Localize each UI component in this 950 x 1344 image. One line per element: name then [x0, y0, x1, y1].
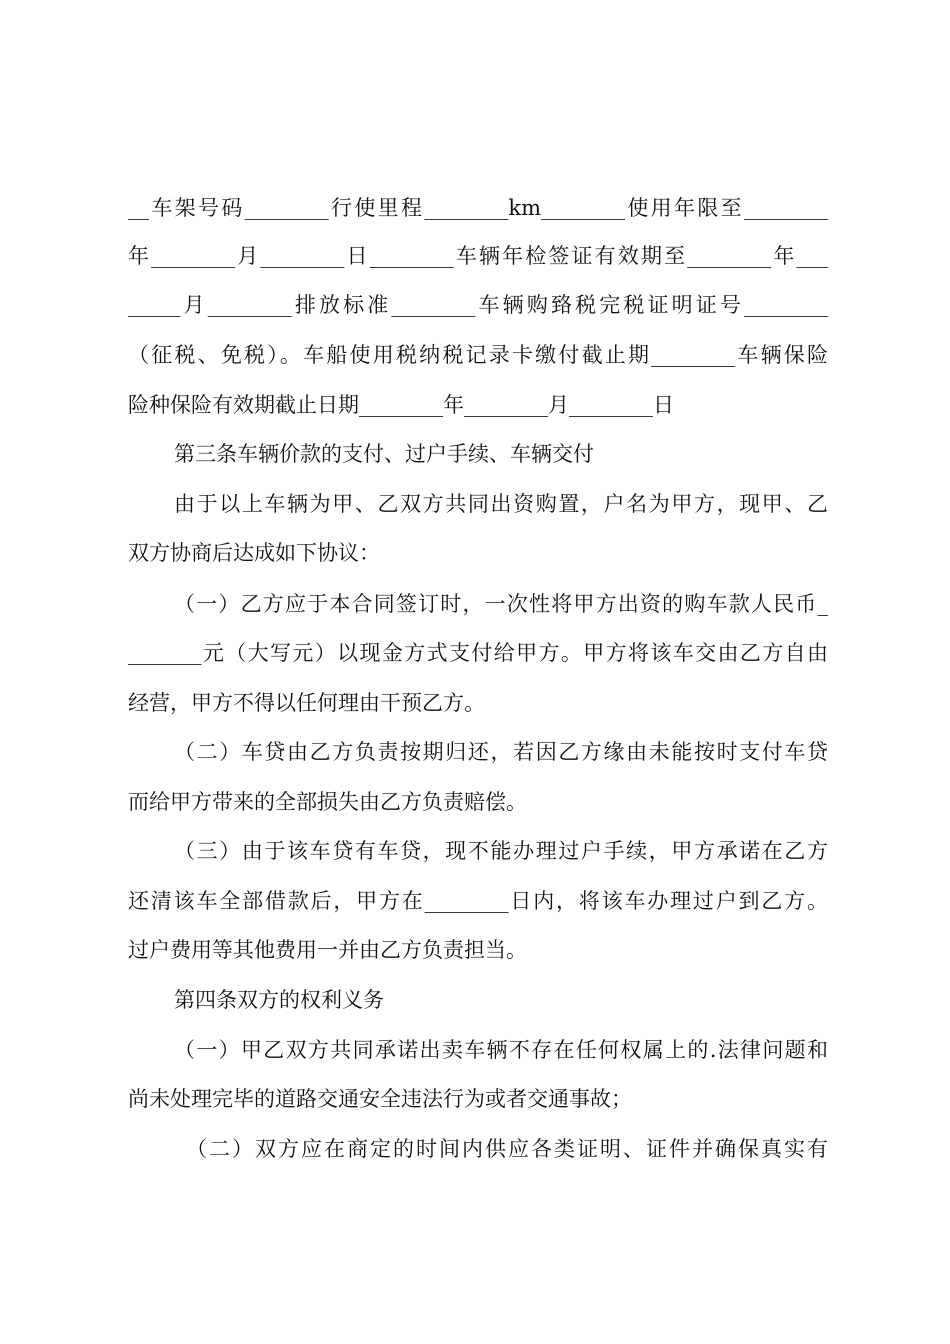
paragraph-line: 而给甲方带来的全部损失由乙方负责赔偿。: [128, 790, 527, 814]
paragraph-line: 由于以上车辆为甲、乙双方共同出资购置，户名为甲方，现甲、乙: [174, 492, 828, 516]
paragraph-line: 经营，甲方不得以任何理由干预乙方。: [128, 691, 485, 715]
paragraph-line: 尚未处理完毕的道路交通安全违法行为或者交通事故；: [128, 1087, 632, 1111]
paragraph-line: 双方协商后达成如下协议：: [128, 541, 380, 565]
paragraph-line: （二）车贷由乙方负责按期归还，若因乙方缘由未能按时支付车贷: [174, 740, 828, 764]
paragraph-line: （三）由于该车贷有车贷，现不能办理过户手续，甲方承诺在乙方: [174, 839, 828, 863]
section-heading: 第四条双方的权利义务: [174, 988, 384, 1012]
paragraph-line: （一）乙方应于本合同签订时，一次性将甲方出资的购车款人民币_: [174, 592, 828, 616]
paragraph-line: _______元（大写元）以现金方式支付给甲方。甲方将该车交由乙方自由: [128, 641, 828, 665]
paragraph-line: 还清该车全部借款后，甲方在________日内，将该车办理过户到乙方。: [128, 889, 828, 913]
paragraph-line: （一）甲乙双方共同承诺出卖车辆不存在任何权属上的.法律问题和: [174, 1038, 828, 1062]
paragraph-line: 过户费用等其他费用一并由乙方负责担当。: [128, 938, 527, 962]
text-line: __车架号码________行使里程________km________使用年限至________: [128, 196, 828, 220]
text-line: 年________月________日________车辆年检签证有效期至________年___: [128, 244, 828, 268]
paragraph-line: （二）双方应在商定的时间内供应各类证明、证件并确保真实有: [186, 1137, 828, 1161]
text-line: 险种保险有效期截止日期________年________月________日: [128, 393, 674, 417]
section-heading: 第三条车辆价款的支付、过户手续、车辆交付: [174, 442, 594, 466]
text-line: _____月________排放标准________车辆购臵税完税证明证号________: [128, 293, 828, 317]
text-line: （征税、免税）。车船使用税纳税记录卡缴付截止期________车辆保险: [128, 343, 828, 367]
